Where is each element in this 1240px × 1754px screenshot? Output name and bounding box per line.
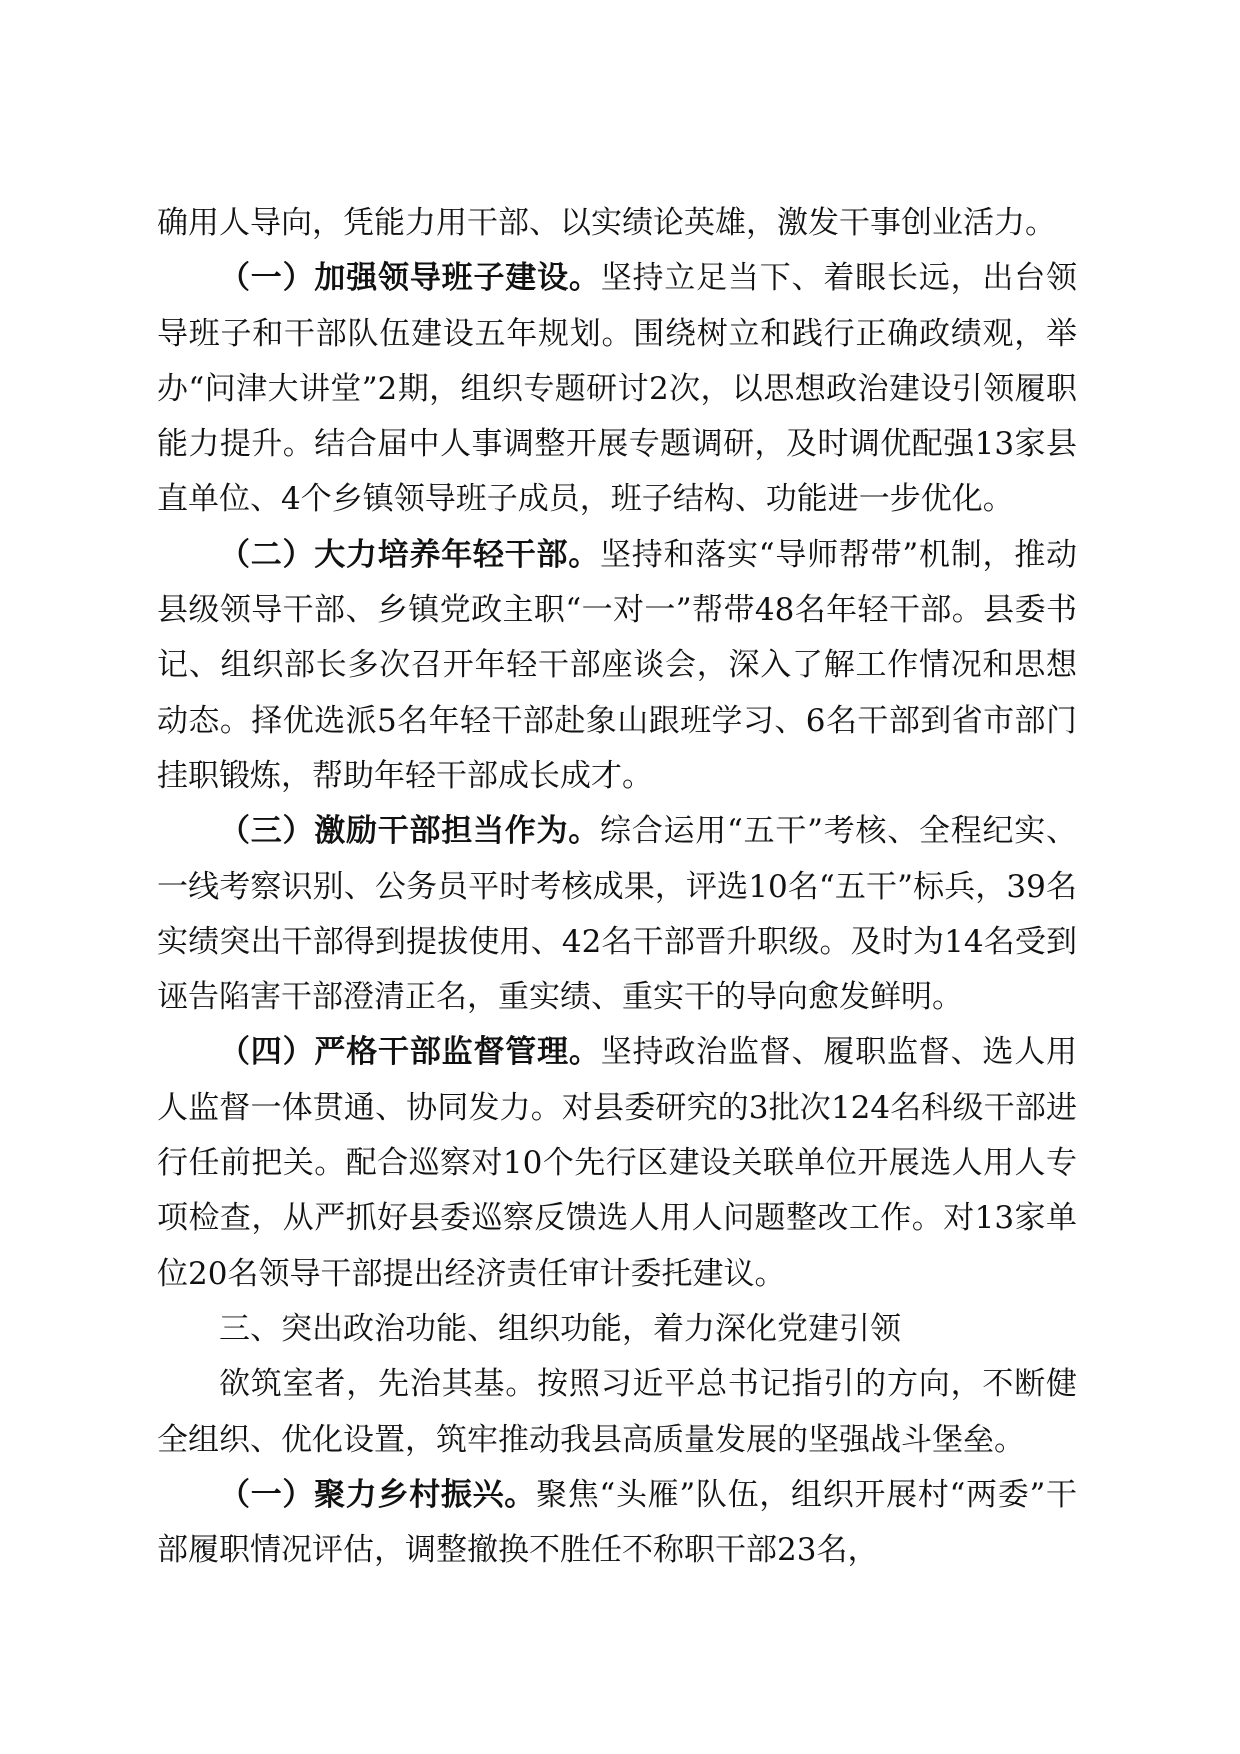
section-heading-three: 三、突出政治功能、组织功能，着力深化党建引领: [219, 1310, 901, 1347]
subheading-young-cadres: （二）大力培养年轻干部。: [219, 536, 601, 573]
paragraph-rural-revitalization: [157, 1468, 1077, 1579]
paragraph-young-cadres: [157, 528, 1077, 804]
paragraph-text: 坚持立足当下、着眼长远，出台领导班子和干部队伍建设五年规划。围绕树立和践行正确政绩观，举办“问津大讲堂”2期，组织专题研讨2次，以思想政治建设引领履职能力提升。结合届中人事调整开展专题调研，及时调优配强13家县直单位、4个乡镇领导班子成员，班子结构、功能进一步优化。: [157, 260, 1078, 518]
paragraph-text: 确用人导向，凭能力用干部、以实绩论英雄，激发干事创业活力。: [157, 205, 1056, 241]
paragraph-section-intro: [157, 1357, 1077, 1468]
paragraph-leadership-team: [157, 251, 1077, 527]
subheading-leadership-team: （一）加强领导班子建设。: [219, 260, 601, 297]
paragraph-continuation: [157, 196, 1077, 251]
paragraph-text: 聚焦“头雁”队伍，组织开展村“两委”干部履职情况评估，调整撤换不胜任不称职干部23名，: [157, 1476, 1077, 1569]
paragraph-incentives: [157, 804, 1077, 1025]
paragraph-text: 坚持和落实“导师帮带”机制，推动县级领导干部、乡镇党政主职“一对一”帮带48名年轻干部。县委书记、组织部长多次召开年轻干部座谈会，深入了解工作情况和思想动态。择优选派5名年轻干部赴象山跟班学习、6名干部到省市部门挂职锻炼，帮助年轻干部成长成才。: [157, 536, 1078, 794]
paragraph-text: 综合运用“五干”考核、全程纪实、一线考察识别、公务员平时考核成果，评选10名“五干”标兵，39名实绩突出干部得到提拔使用、42名干部晋升职级。及时为14名受到诬告陷害干部澄清正名，重实绩、重实干的导向愈发鲜明。: [157, 813, 1078, 1016]
document-body: [157, 196, 1077, 1578]
paragraph-supervision: [157, 1025, 1077, 1301]
paragraph-text: 欲筑室者，先治其基。按照习近平总书记指引的方向，不断健全组织、优化设置，筑牢推动我县高质量发展的坚强战斗堡垒。: [157, 1366, 1077, 1458]
paragraph-text: 坚持政治监督、履职监督、选人用人监督一体贯通、协同发力。对县委研究的3批次124名科级干部进行任前把关。配合巡察对10个先行区建设关联单位开展选人用人专项检查，从严抓好县委巡察反馈选人用人问题整改工作。对13家单位20名领导干部提出经济责任审计委托建议。: [157, 1034, 1078, 1292]
subheading-supervision: （四）严格干部监督管理。: [219, 1034, 601, 1071]
subheading-incentives: （三）激励干部担当作为。: [219, 813, 601, 850]
subheading-rural-revitalization: （一）聚力乡村振兴。: [219, 1476, 536, 1513]
